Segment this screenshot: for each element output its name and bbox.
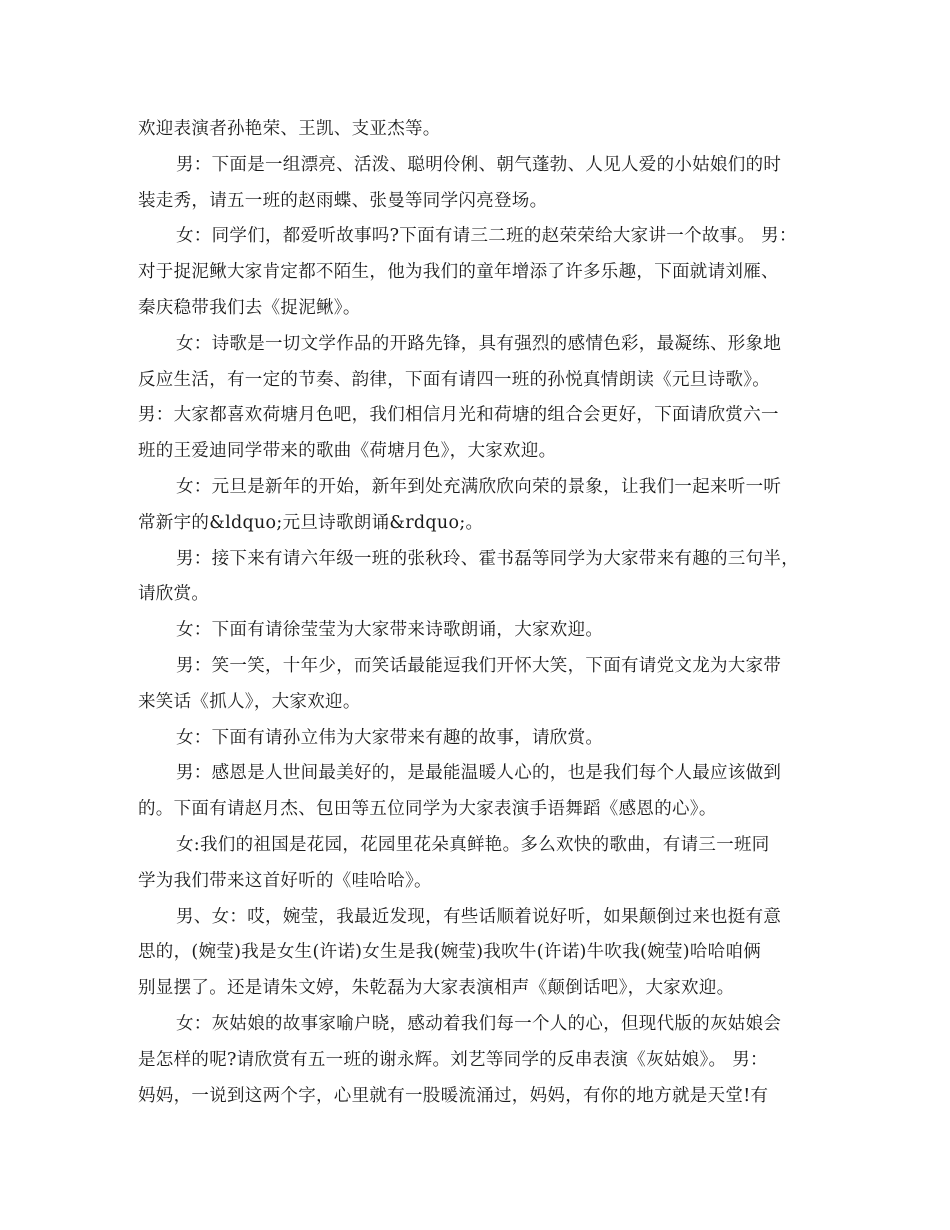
text-line: 女：下面有请孙立伟为大家带来有趣的故事，请欣赏。 <box>176 727 604 748</box>
text-line: 女：灰姑娘的故事家喻户晓，感动着我们每一个人的心，但现代版的灰姑娘会 <box>176 1013 782 1034</box>
text-line: 常新宇的&ldquo;元旦诗歌朗诵&rdquo;。 <box>138 512 484 533</box>
text-line: 男：笑一笑，十年少，而笑话最能逗我们开怀大笑，下面有请党文龙为大家带 <box>176 655 782 676</box>
text-line: 学为我们带来这首好听的《哇哈哈》。 <box>138 870 432 891</box>
text-line: 男：大家都喜欢荷塘月色吧，我们相信月光和荷塘的组合会更好，下面请欣赏六一 <box>138 405 779 426</box>
text-line: 欢迎表演者孙艳荣、王凯、支亚杰等。 <box>138 119 441 139</box>
text-line: 女：下面有请徐莹莹为大家带来诗歌朗诵，大家欢迎。 <box>176 620 604 641</box>
text-line: 思的，(婉莹)我是女生(许诺)女生是我(婉莹)我吹牛(许诺)牛吹我(婉莹)哈哈咱俩 <box>138 942 762 963</box>
document-body <box>138 112 814 1114</box>
text-line: 女:我们的祖国是花园，花园里花朵真鲜艳。多么欢快的歌曲，有请三一班同 <box>176 834 770 855</box>
text-line: 女：诗歌是一切文学作品的开路先锋，具有强烈的感情色彩，最凝练、形象地 <box>176 333 782 354</box>
text-line: 装走秀，请五一班的赵雨蝶、张曼等同学闪亮登场。 <box>138 190 548 211</box>
text-line: 班的王爱迪同学带来的歌曲《荷塘月色》，大家欢迎。 <box>138 441 557 462</box>
text-line: 对于捉泥鳅大家肯定都不陌生，他为我们的童年增添了许多乐趣，下面就请刘雁、 <box>138 262 779 283</box>
text-line: 秦庆稳带我们去《捉泥鳅》。 <box>138 297 361 318</box>
text-line: 男、女：哎，婉莹，我最近发现，有些话顺着说好听，如果颠倒过来也挺有意 <box>176 906 782 927</box>
text-line: 来笑话《抓人》，大家欢迎。 <box>138 691 361 712</box>
text-line: 女：同学们，都爱听故事吗?下面有请三二班的赵荣荣给大家讲一个故事。 男： <box>176 226 797 247</box>
text-line: 男：接下来有请六年级一班的张秋玲、霍书磊等同学为大家带来有趣的三句半， <box>176 548 799 569</box>
text-line: 的。下面有请赵月杰、包田等五位同学为大家表演手语舞蹈《感恩的心》。 <box>138 799 717 820</box>
text-line: 是怎样的呢?请欣赏有五一班的谢永辉。刘艺等同学的反串表演《灰姑娘》。 男： <box>138 1049 768 1070</box>
text-line: 请欣赏。 <box>138 584 210 605</box>
text-line: 男：下面是一组漂亮、活泼、聪明伶俐、朝气蓬勃、人见人爱的小姑娘们的时 <box>176 154 782 175</box>
text-line: 女：元旦是新年的开始，新年到处充满欣欣向荣的景象，让我们一起来听一听 <box>176 476 782 497</box>
text-line: 男：感恩是人世间最美好的，是最能温暖人心的，也是我们每个人最应该做到 <box>176 763 782 784</box>
text-line: 反应生活，有一定的节奏、韵律，下面有请四一班的孙悦真情朗读《元旦诗歌》。 <box>138 369 771 390</box>
text-line: 妈妈，一说到这两个字，心里就有一股暖流涌过，妈妈，有你的地方就是天堂!有 <box>138 1085 769 1106</box>
text-line: 别显摆了。还是请朱文婷，朱乾磊为大家表演相声《颠倒话吧》，大家欢迎。 <box>138 978 735 999</box>
